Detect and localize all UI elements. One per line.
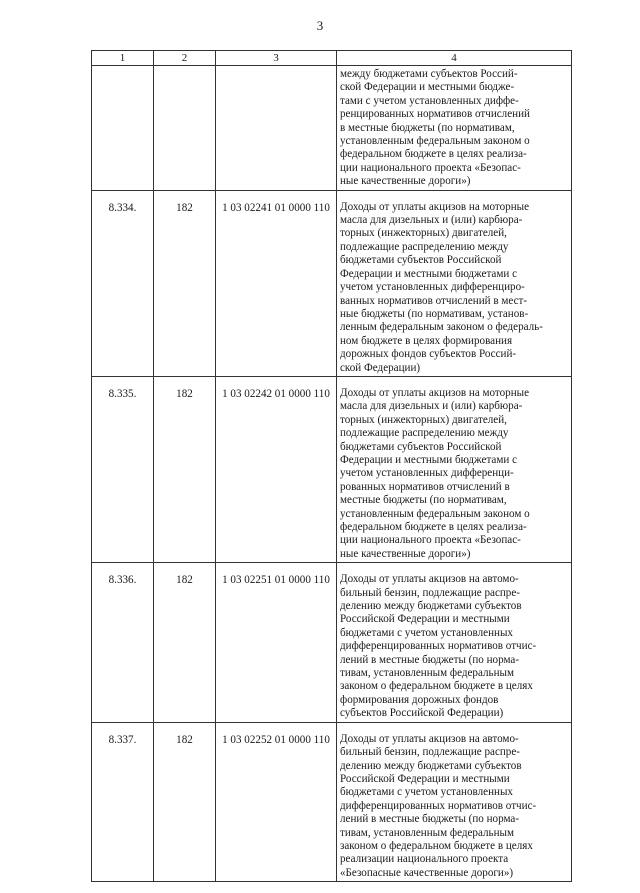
description-line: масла для дизельных и (или) карбюра- [340,214,523,227]
description-line: Российской Федерации и местными [340,613,510,626]
table-row [92,190,572,376]
description-line: законом о федеральном бюджете в целях [340,839,533,852]
description-line: ции национального проекта «Безопас- [340,534,521,547]
admin-code [154,66,216,191]
kbk-code: 1 03 02241 01 0000 110 [216,190,337,376]
page-number: 3 [316,18,324,33]
description-line: подлежащие распределению между [340,240,509,253]
description-line: лений в местные бюджеты (по норма- [340,813,520,826]
description-line: установленным федеральным законом о [340,135,530,148]
kbk-code [216,66,337,191]
table-row [92,563,572,722]
description-line: торных (инжекторных) двигателей, [340,227,507,240]
description-line: бильный бензин, подлежащие распре- [340,746,520,759]
description-line: масла для дизельных и (или) карбюра- [340,400,523,413]
table-row [92,66,572,191]
description-line: ции национального проекта «Безопас- [340,161,521,174]
description-line: Доходы от уплаты акцизов на автомо- [340,732,519,745]
kbk-code: 1 03 02251 01 0000 110 [216,563,337,722]
table-row [92,722,572,881]
description-line: бильный бензин, подлежащие распре- [340,586,520,599]
description-line: Российской Федерации и местными [340,772,510,785]
description-line: реализации национального проекта [340,853,509,866]
kbk-code: 1 03 02242 01 0000 110 [216,376,337,562]
description-line: учетом установленных дифференциро- [340,281,525,294]
description-line: рованных нормативов отчислений в [340,480,510,493]
income-description [337,66,572,191]
description-line: Доходы от уплаты акцизов на моторные [340,386,530,399]
description-line: ные бюджеты (по нормативам, установ- [340,307,529,320]
description-line: ные качественные дороги») [340,547,471,560]
description-line: местные бюджеты (по нормативам, [340,494,507,507]
description-line: в местные бюджеты (по нормативам, [340,121,515,134]
table-header-row [92,51,572,66]
description-line: ленным федеральным законом о федераль- [340,321,543,334]
description-line: лений в местные бюджеты (по норма- [340,653,520,666]
description-line: тами с учетом установленных диффе- [340,94,519,107]
description-line: подлежащие распределению между [340,427,509,440]
description-line: федеральном бюджете в целях реализа- [340,148,527,161]
description-line: Доходы от уплаты акцизов на автомо- [340,573,519,586]
description-line: между бюджетами субъектов Россий- [340,68,518,80]
description-line: бюджетами субъектов Российской [340,254,502,267]
admin-code: 182 [154,190,216,376]
description-line: субъектов Российской Федерации) [340,707,504,720]
budget-classification-table [91,50,572,882]
description-line: бюджетами с учетом установленных [340,626,513,639]
column-header: 3 [216,51,337,66]
admin-code: 182 [154,722,216,881]
income-description [337,722,572,881]
income-description [337,563,572,722]
description-line: ской Федерации) [340,361,421,374]
description-line: федеральном бюджете в целях реализа- [340,521,527,533]
description-line: Доходы от уплаты акцизов на моторные [340,200,530,213]
column-header: 2 [154,51,216,66]
description-line: бюджетами субъектов Российской [340,440,502,453]
row-number [92,66,154,191]
income-description [337,376,572,562]
description-line: Федерации и местными бюджетами с [340,267,518,280]
description-line: тивам, установленным федеральным [340,826,515,839]
row-number: 8.336. [92,563,154,722]
description-line: тивам, установленным федеральным [340,667,515,680]
kbk-code: 1 03 02252 01 0000 110 [216,722,337,881]
description-line: ской Федерации и местными бюдже- [340,81,515,94]
column-header: 4 [337,51,572,66]
admin-code: 182 [154,563,216,722]
description-line: дифференцированных нормативов отчис- [340,799,537,812]
row-number: 8.334. [92,190,154,376]
description-line: установленным федеральным законом о [340,507,530,520]
description-line: дифференцированных нормативов отчис- [340,640,537,653]
description-line: ном бюджете в целях формирования [340,334,513,347]
description-line: ренцированных нормативов отчислений [340,108,530,121]
column-header: 1 [92,51,154,66]
description-line: делению между бюджетами субъектов [340,759,522,772]
description-line: ные качественные дороги») [340,175,471,188]
description-line: ванных нормативов отчислений в мест- [340,294,528,307]
description-line: учетом установленных дифференци- [340,467,514,480]
row-number: 8.335. [92,376,154,562]
description-line: бюджетами с учетом установленных [340,786,513,799]
table-row [92,376,572,562]
income-description [337,190,572,376]
admin-code: 182 [154,376,216,562]
description-line: формирования дорожных фондов [340,693,499,706]
row-number: 8.337. [92,722,154,881]
description-line: торных (инжекторных) двигателей, [340,413,507,426]
description-line: Федерации и местными бюджетами с [340,453,518,466]
description-line: «Безопасные качественные дороги») [340,866,514,879]
description-line: дорожных фондов субъектов Россий- [340,348,517,361]
description-line: законом о федеральном бюджете в целях [340,680,533,693]
description-line: делению между бюджетами субъектов [340,600,522,613]
